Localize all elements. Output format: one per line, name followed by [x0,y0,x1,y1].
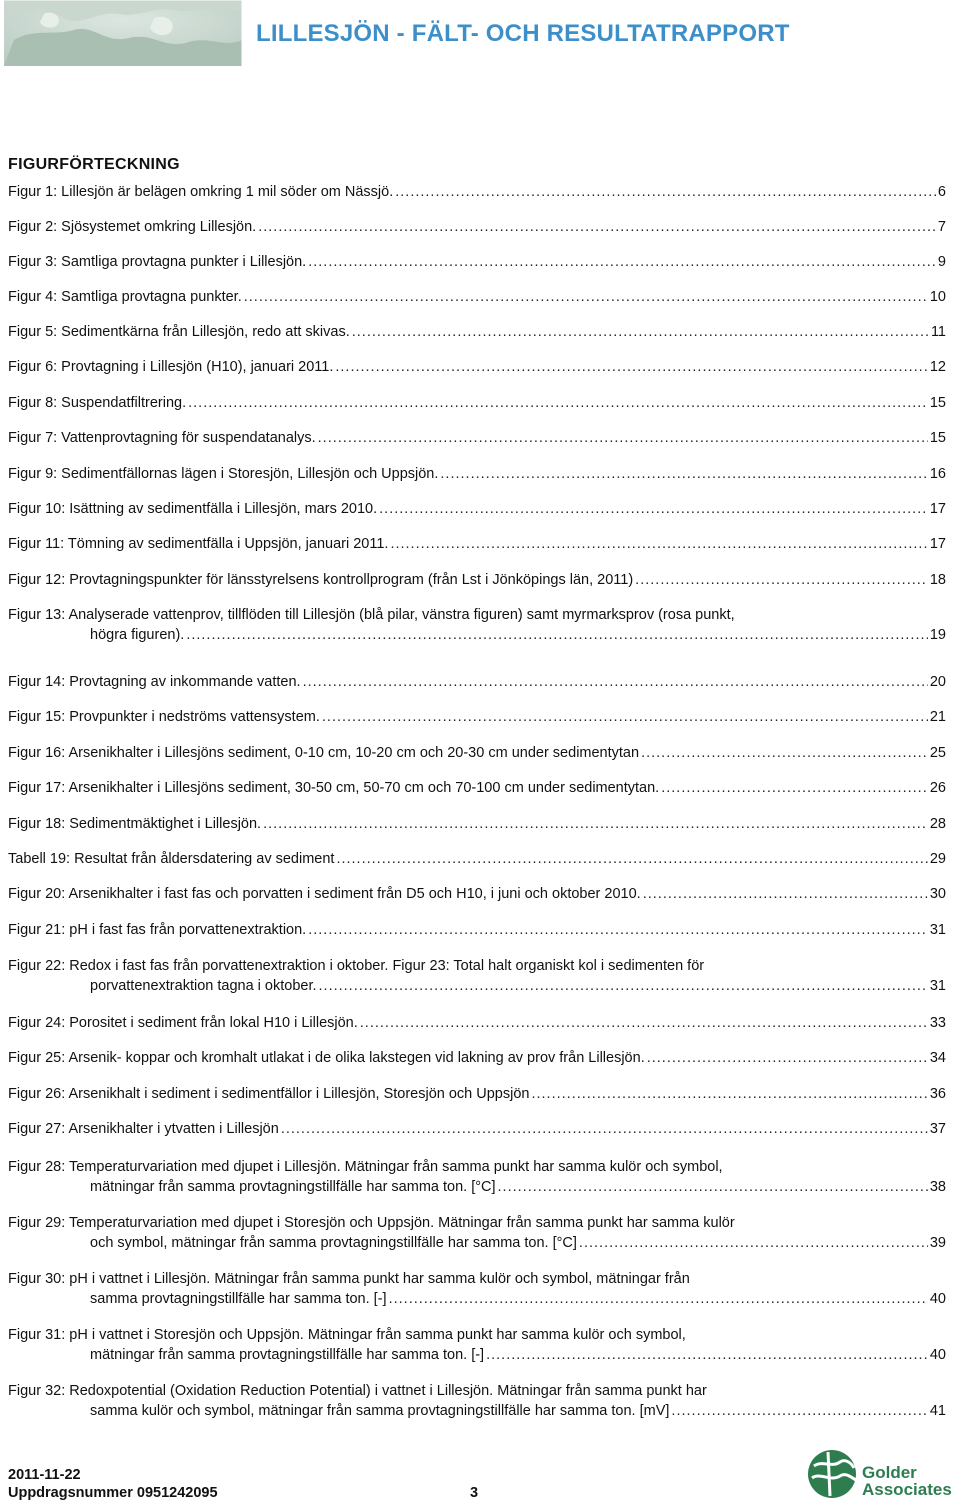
page-number: 41 [929,1403,946,1419]
toc-entry[interactable]: Figur 9: Sedimentfällornas lägen i Storesjön, Lillesjön och Uppsjön. ..... 16 [8,464,946,484]
page-number: 40 [929,1347,946,1363]
leader-dots [440,464,927,484]
page-number: 30 [929,886,946,902]
page-number: 37 [929,1121,946,1137]
page-number: 20 [929,674,946,690]
toc-entry[interactable]: Figur 30: pH i vattnet i Lillesjön. Mätningar från samma punkt har samma kulör och symbol, mätningar från samma provtagningstillfälle har samma ton. [-] ..... 40 [8,1269,946,1309]
leader-dots [318,428,928,448]
toc-entry[interactable]: Figur 10: Isättning av sedimentfälla i Lillesjön, mars 2010. ..... 17 [8,499,946,519]
page-number: 17 [929,536,946,552]
page-number: 12 [929,359,946,375]
page-number: 7 [937,219,946,235]
toc-entry[interactable]: Figur 32: Redoxpotential (Oxidation Reduction Potential) i vattnet i Lillesjön. Mätningar från samma punkt har samma kulör och symbol, mätningar från samma provtagningstillfälle har samma ton. [mV] ..... 41 [8,1381,946,1421]
page-number: 36 [929,1086,946,1102]
page-number: 11 [930,324,946,340]
toc-entry[interactable]: Figur 8: Suspendatfiltrering. ..... 15 [8,393,946,413]
leader-dots [579,1233,928,1253]
leader-dots [244,287,928,307]
toc-entry[interactable]: Figur 1: Lillesjön är belägen omkring 1 mil söder om Nässjö. ..... 6 [8,182,946,202]
leader-dots [379,499,928,519]
toc-entry[interactable]: Figur 24: Porositet i sediment från lokal H10 i Lillesjön. ..... 33 [8,1013,946,1033]
page-number: 31 [929,922,946,938]
page-number: 19 [929,627,946,643]
leader-dots [263,814,928,834]
leader-dots [647,1048,928,1068]
page-number: 34 [929,1050,946,1066]
toc-entry[interactable]: Figur 22: Redox i fast fas från porvattenextraktion i oktober. Figur 23: Total halt organiskt kol i sedimenten för porvattenextraktion tagna i oktober. ..... 31 [8,956,946,996]
toc-entry[interactable]: Figur 7: Vattenprovtagning för suspendatanalys. ..... 15 [8,428,946,448]
page-number: 16 [929,466,946,482]
leader-dots [389,1289,928,1309]
leader-dots [635,570,928,590]
toc-entry[interactable]: Figur 18: Sedimentmäktighet i Lillesjön. ..... 28 [8,814,946,834]
leader-dots [498,1177,928,1197]
page-number: 6 [937,184,946,200]
leader-dots [281,1119,928,1139]
page-number: 25 [929,745,946,761]
leader-dots [671,1401,927,1421]
footer-date: 2011-11-22 [8,1467,81,1483]
toc-entry[interactable]: Figur 17: Arsenikhalter i Lillesjöns sediment, 30-50 cm, 50-70 cm och 70-100 cm under sedimentytan. ..... 26 [8,778,946,798]
leader-dots [308,920,928,940]
leader-dots [336,849,927,869]
page-number: 15 [929,395,946,411]
leader-dots [531,1084,927,1104]
leader-dots [258,217,936,237]
page-number: 31 [929,978,946,994]
toc-entry[interactable]: Figur 31: pH i vattnet i Storesjön och Uppsjön. Mätningar från samma punkt har samma kulör och symbol, mätningar från samma provtagningstillfälle har samma ton. [-] ..... 40 [8,1325,946,1365]
toc-entry[interactable]: Figur 28: Temperaturvariation med djupet i Lillesjön. Mätningar från samma punkt har samma kulör och symbol, mätningar från samma provtagningstillfälle har samma ton. [°C] ..... 38 [8,1157,946,1197]
page-number: 40 [929,1291,946,1307]
leader-dots [188,393,928,413]
toc-entry[interactable]: Figur 12: Provtagningspunkter för länsstyrelsens kontrollprogram (från Lst i Jönköpings län, 2011) ..... 18 [8,570,946,590]
toc-heading: FIGURFÖRTECKNING [8,156,180,173]
logo-wordmark: Golder Associates [862,1463,952,1499]
leader-dots [186,625,928,645]
leader-dots [641,743,928,763]
toc-entry[interactable]: Figur 25: Arsenik- koppar och kromhalt utlakat i de olika lakstegen vid lakning av prov från Lillesjön. ..... 34 [8,1048,946,1068]
page-number: 26 [929,780,946,796]
page-number: 28 [929,816,946,832]
leader-dots [390,534,927,554]
leader-dots [661,778,928,798]
toc-entry[interactable]: Figur 21: pH i fast fas från porvattenextraktion. ..... 31 [8,920,946,940]
page-number: 15 [929,430,946,446]
report-title: LILLESJÖN - FÄLT- OCH RESULTATRAPPORT [256,20,790,47]
leader-dots [352,322,929,342]
toc-entry[interactable]: Figur 11: Tömning av sedimentfälla i Uppsjön, januari 2011. ..... 17 [8,534,946,554]
page-number: 9 [937,254,946,270]
page-number: 10 [929,289,946,305]
toc-entry[interactable]: Figur 26: Arsenikhalt i sediment i sedimentfällor i Lillesjön, Storesjön och Uppsjön ..... 36 [8,1084,946,1104]
toc-entry[interactable]: Figur 29: Temperaturvariation med djupet i Storesjön och Uppsjön. Mätningar från samma punkt har samma kulör och symbol, mätningar från samma provtagningstillfälle har samma ton. [°C] ..... 39 [8,1213,946,1253]
page-number: 39 [929,1235,946,1251]
leader-dots [643,884,928,904]
assignment-number: Uppdragsnummer 0951242095 [8,1485,218,1501]
toc-entry[interactable]: Figur 14: Provtagning av inkommande vatten. ..... 20 [8,672,946,692]
leader-dots [308,252,936,272]
toc-entry[interactable]: Figur 6: Provtagning i Lillesjön (H10), januari 2011. ..... 12 [8,357,946,377]
page-number: 18 [929,572,946,588]
toc-entry[interactable]: Figur 5: Sedimentkärna från Lillesjön, redo att skivas. ..... 11 [8,322,946,342]
leader-dots [360,1013,928,1033]
leader-dots [395,182,936,202]
toc-entry[interactable]: Figur 4: Samtliga provtagna punkter. ..... 10 [8,287,946,307]
toc-entry[interactable]: Figur 3: Samtliga provtagna punkter i Lillesjön. ..... 9 [8,252,946,272]
leader-dots [319,976,928,996]
leader-dots [303,672,928,692]
toc-entry[interactable]: Tabell 19: Resultat från åldersdatering av sediment ..... 29 [8,849,946,869]
leader-dots [322,707,928,727]
toc-entry[interactable]: Figur 16: Arsenikhalter i Lillesjöns sediment, 0-10 cm, 10-20 cm och 20-30 cm under sedimentytan ..... 25 [8,743,946,763]
toc-entry[interactable]: Figur 20: Arsenikhalter i fast fas och porvatten i sediment från D5 och H10, i juni och oktober 2010. ..... 30 [8,884,946,904]
toc-entry[interactable]: Figur 2: Sjösystemet omkring Lillesjön. ..... 7 [8,217,946,237]
globe-map-graphic [4,0,242,66]
toc-entry[interactable]: Figur 15: Provpunkter i nedströms vattensystem. ..... 21 [8,707,946,727]
toc-entry[interactable]: Figur 27: Arsenikhalter i ytvatten i Lillesjön ..... 37 [8,1119,946,1139]
page-number: 17 [929,501,946,517]
leader-dots [486,1345,928,1365]
page-number: 29 [929,851,946,867]
leader-dots [335,357,928,377]
page-number: 38 [929,1179,946,1195]
page-number: 21 [929,709,946,725]
page-number: 33 [929,1015,946,1031]
toc-entry[interactable]: Figur 13: Analyserade vattenprov, tillflöden till Lillesjön (blå pilar, vänstra figuren) samt myrmarksprov (rosa punkt, högra figuren). ..... 19 [8,605,946,645]
page-number-footer: 3 [470,1485,479,1501]
